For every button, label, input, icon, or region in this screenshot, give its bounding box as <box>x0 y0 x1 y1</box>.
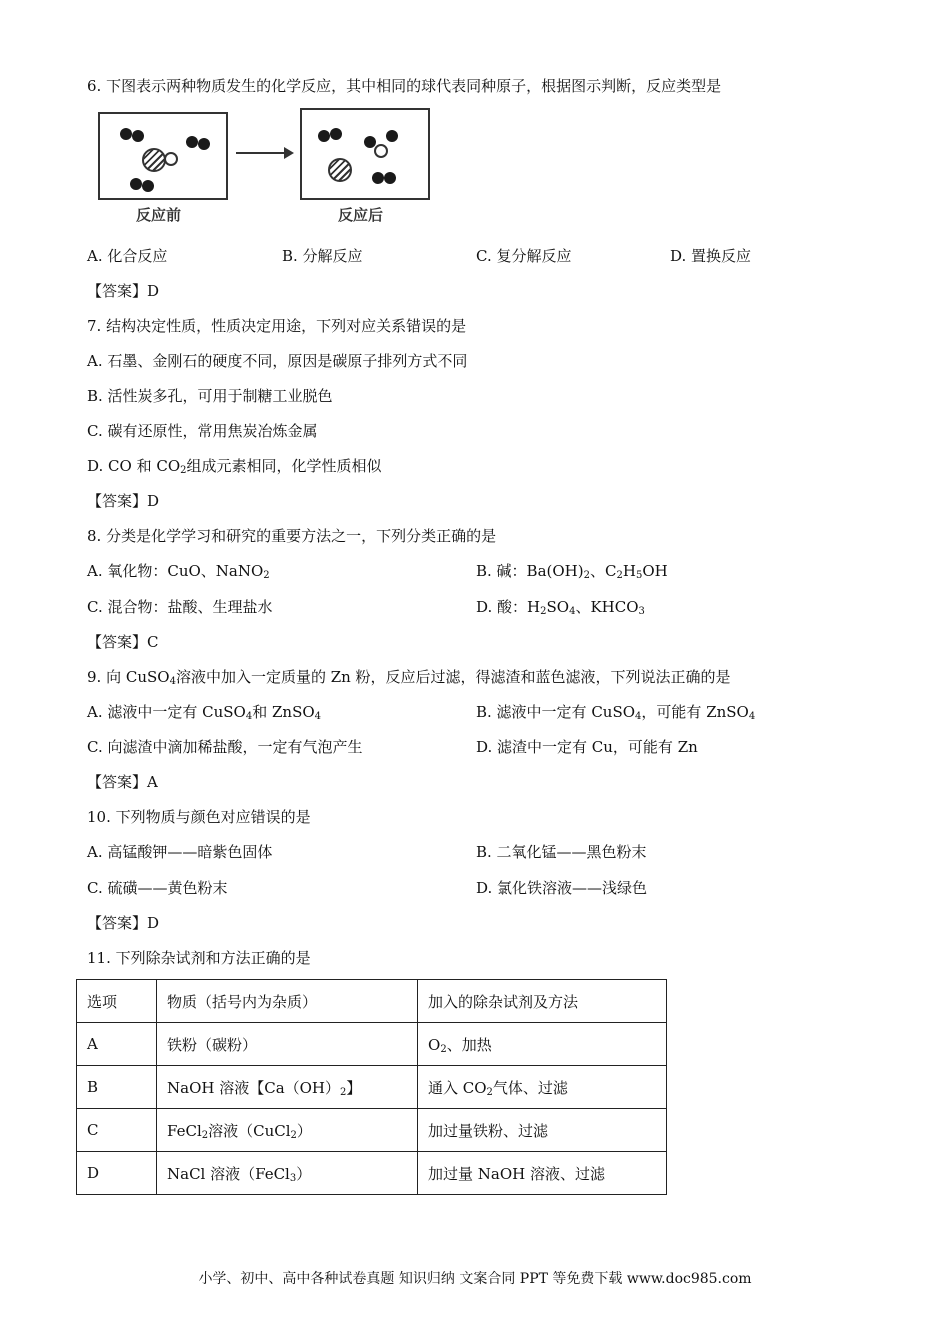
table-row <box>77 1066 667 1109</box>
q8-option-b: B. 碱：$Ba(OH)_2$、$C_2H_5OH$ <box>476 562 668 581</box>
q9-option-c: C. 向滤渣中滴加稀盐酸，一定有气泡产生 <box>87 738 363 756</box>
cell-option: B <box>77 1066 157 1109</box>
q9-option-a: A. 滤液中一定有 CuSO$_4$和 ZnSO$_4$ <box>87 703 322 722</box>
answer-value: D <box>147 282 160 300</box>
q9-answer <box>87 772 158 792</box>
q9-option-b: B. 滤液中一定有 CuSO$_4$，可能有 ZnSO$_4$ <box>476 703 756 722</box>
answer-label: 【答案】 <box>87 282 148 300</box>
black-atom <box>130 178 142 190</box>
cell-method: $O_2$、加热 <box>418 1023 667 1066</box>
q8-answer <box>87 632 159 652</box>
q8-option-a: A. 氧化物：CuO、NaNO$_2$ <box>87 562 270 581</box>
q7-answer <box>87 491 159 511</box>
q8-option-c: C. 混合物：盐酸、生理盐水 <box>87 598 273 616</box>
answer-label: 【答案】 <box>87 914 148 932</box>
reaction-arrow <box>236 152 288 154</box>
table-header-row <box>77 980 667 1023</box>
page-footer: 小学、初中、高中各种试卷真题 知识归纳 文案合同 PPT 等免费下载 www.doc985.com <box>198 1271 752 1287</box>
white-atom <box>164 152 178 166</box>
cell-substance: 铁粉（碳粉） <box>157 1023 418 1066</box>
q7-option-a: A. 石墨、金刚石的硬度不同，原因是碳原子排列方式不同 <box>87 352 468 370</box>
q7-stem: 7. 结构决定性质，性质决定用途，下列对应关系错误的是 <box>87 317 467 335</box>
q9-stem: 9. 向 CuSO$_4$溶液中加入一定质量的 Zn 粉，反应后过滤，得滤渣和蓝色滤液，下列说法正确的是 <box>87 668 731 687</box>
black-atom <box>372 172 384 184</box>
answer-label: 【答案】 <box>87 492 148 510</box>
q7-option-c: C. 碳有还原性，常用焦炭冶炼金属 <box>87 422 318 440</box>
cell-substance: FeCl$_2$溶液（CuCl$_2$） <box>157 1109 418 1152</box>
black-atom <box>132 130 144 142</box>
black-atom <box>384 172 396 184</box>
q6-option-a: A. 化合反应 <box>87 247 168 265</box>
q6-option-d: D. 置换反应 <box>670 247 752 265</box>
hatched-atom <box>142 148 166 172</box>
q10-answer <box>87 913 159 933</box>
q10-option-a: A. 高锰酸钾——暗紫色固体 <box>87 843 273 861</box>
q6-option-b: B. 分解反应 <box>282 247 363 265</box>
cell-substance: NaCl 溶液（FeCl$_3$） <box>157 1152 418 1195</box>
header-option: 选项 <box>77 980 157 1023</box>
q6-option-c: C. 复分解反应 <box>476 247 572 265</box>
cell-method: 加过量 NaOH 溶液、过滤 <box>418 1152 667 1195</box>
cell-option: A <box>77 1023 157 1066</box>
q10-option-d: D. 氯化铁溶液——浅绿色 <box>476 879 648 897</box>
black-atom <box>198 138 210 150</box>
header-substance: 物质（括号内为杂质） <box>157 980 418 1023</box>
answer-label: 【答案】 <box>87 633 148 651</box>
hatched-atom <box>328 158 352 182</box>
black-atom <box>330 128 342 140</box>
black-atom <box>386 130 398 142</box>
after-reaction-box <box>300 108 430 200</box>
answer-value: D <box>147 914 160 932</box>
table-row <box>77 1023 667 1066</box>
header-method: 加入的除杂试剂及方法 <box>418 980 667 1023</box>
caption-after: 反应后 <box>338 206 384 224</box>
table-row <box>77 1152 667 1195</box>
black-atom <box>142 180 154 192</box>
table-row <box>77 1109 667 1152</box>
q6-stem: 6. 下图表示两种物质发生的化学反应，其中相同的球代表同种原子，根据图示判断，反应类型是 <box>87 77 722 95</box>
white-atom <box>374 144 388 158</box>
cell-method: 通入 $CO_2$气体、过滤 <box>418 1066 667 1109</box>
q10-option-c: C. 硫磺——黄色粉末 <box>87 879 228 897</box>
black-atom <box>186 136 198 148</box>
q10-option-b: B. 二氧化锰——黑色粉末 <box>476 843 647 861</box>
cell-option: D <box>77 1152 157 1195</box>
cell-option: C <box>77 1109 157 1152</box>
q11-stem: 11. 下列除杂试剂和方法正确的是 <box>87 949 311 967</box>
answer-value: C <box>147 633 159 651</box>
answer-value: A <box>147 773 158 791</box>
q8-option-d: D. 酸：$H_2SO_4$、$KHCO_3$ <box>476 598 645 617</box>
q7-option-b: B. 活性炭多孔，可用于制糖工业脱色 <box>87 387 333 405</box>
answer-value: D <box>147 492 160 510</box>
q7-option-d: D. CO 和 $CO_2$组成元素相同，化学性质相似 <box>87 457 382 476</box>
q8-stem: 8. 分类是化学学习和研究的重要方法之一，下列分类正确的是 <box>87 527 497 545</box>
q9-option-d: D. 滤渣中一定有 Cu，可能有 Zn <box>476 738 698 756</box>
answer-label: 【答案】 <box>87 773 148 791</box>
cell-method: 加过量铁粉、过滤 <box>418 1109 667 1152</box>
reaction-diagram <box>98 108 438 228</box>
impurity-table <box>76 979 667 1195</box>
q10-stem: 10. 下列物质与颜色对应错误的是 <box>87 808 311 826</box>
black-atom <box>318 130 330 142</box>
caption-before: 反应前 <box>136 206 182 224</box>
cell-substance: NaOH 溶液【$Ca(OH)_2$】 <box>157 1066 418 1109</box>
q6-answer <box>87 281 159 301</box>
arrow-head-icon <box>284 147 294 159</box>
black-atom <box>120 128 132 140</box>
before-reaction-box <box>98 112 228 200</box>
